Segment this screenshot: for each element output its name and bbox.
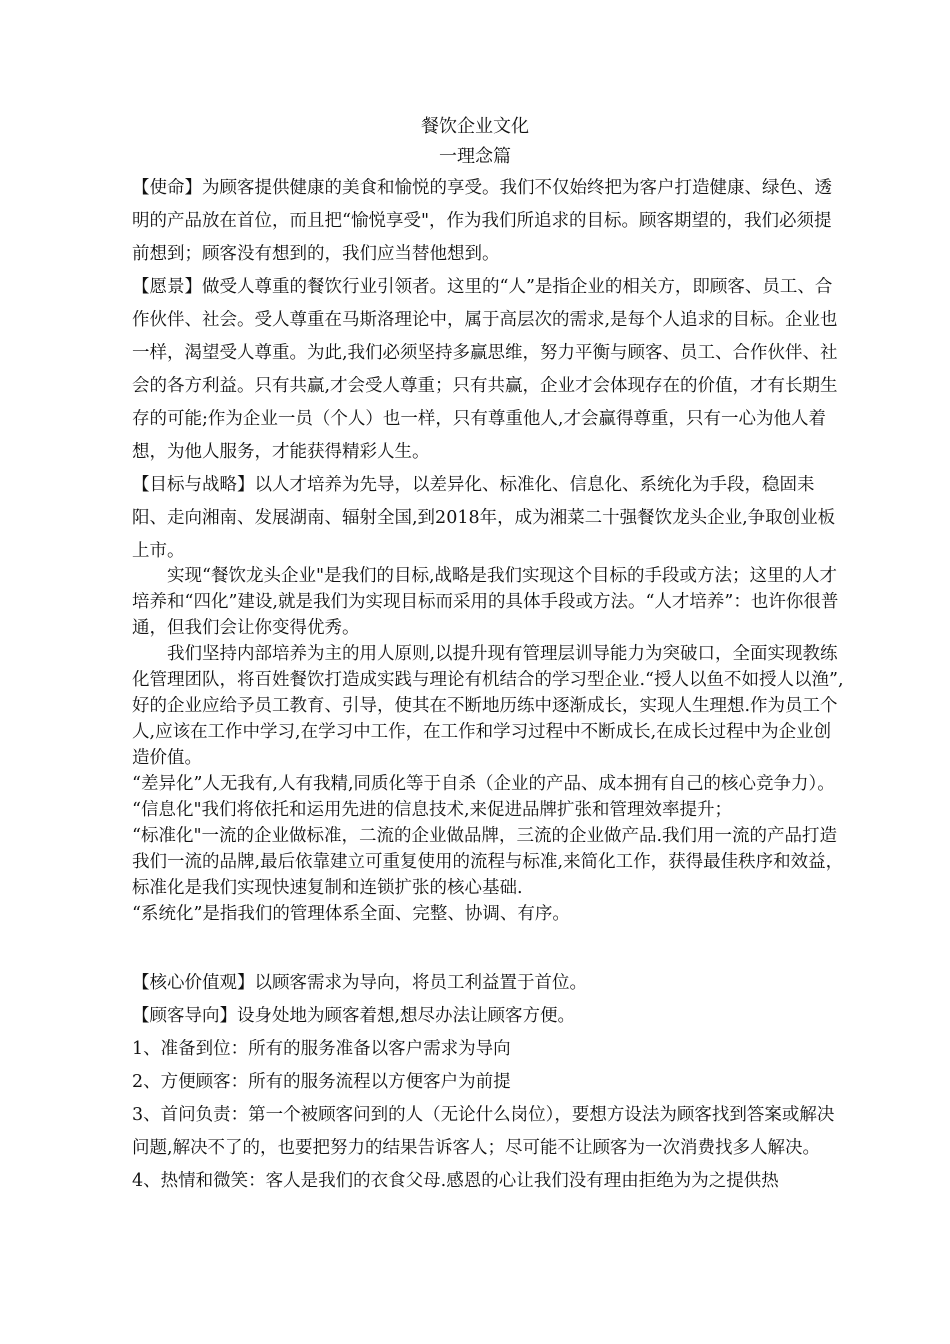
list-item: 3、首问负责：第一个被顾客问到的人（无论什么岗位），要想方设法为顾客找到答案或解决问题,解决不了的，也要把努力的结果告诉客人；尽可能不让顾客为一次消费找多人解决。: [132, 1105, 835, 1158]
core-values-section: [132, 967, 848, 1198]
goal-explain-paragraph: 实现“餐饮龙头企业"是我们的目标,战略是我们实现这个目标的手段或方法；这里的人才培养和“四化”建设,就是我们为实现目标而采用的具体手段或方法。“人才培养”：也许你很普通，但我们会让你变得优秀。: [132, 566, 839, 638]
vision-section: [132, 271, 848, 469]
standardization-paragraph: “标准化"一流的企业做标准，二流的企业做品牌，三流的企业做产品.我们用一流的产品打造我们一流的品牌,最后依靠建立可重复使用的流程与标准,来简化工作，获得最佳秩序和效益，标准化是我们实现快速复制和连锁扩张的核心基础.: [132, 826, 844, 898]
list-item: 4、热情和微笑：客人是我们的衣食父母.感恩的心让我们没有理由拒绝为为之提供热: [132, 1171, 779, 1191]
mission-label: 【使命】: [132, 178, 202, 198]
vision-label: 【愿景】: [132, 277, 202, 297]
core-values-text: 以顾客需求为导向，将员工利益置于首位。: [254, 973, 587, 993]
systematization-paragraph: “系统化”是指我们的管理体系全面、完整、协调、有序。: [132, 904, 570, 924]
differentiation-paragraph: “差异化”人无我有,人有我精,同质化等于自杀（企业的产品、成本拥有自己的核心竞争力）。: [132, 774, 835, 794]
customer-orientation-label: 【顾客导向】: [132, 1006, 237, 1026]
goal-section: [132, 469, 848, 568]
goal-text: 以人才培养为先导，以差异化、标准化、信息化、系统化为手段，稳固耒阳、走向湘南、发展湖南、辐射全国,到2018年，成为湘菜二十强餐饮龙头企业,争取创业板上市。: [132, 475, 836, 561]
mission-section: [132, 172, 848, 271]
list-item: 1、准备到位：所有的服务准备以客户需求为导向: [132, 1039, 511, 1059]
explanation-section: [132, 563, 848, 927]
training-paragraph: 我们坚持内部培养为主的用人原则,以提升现有管理层训导能力为突破口，全面实现教练化管理团队，将百姓餐饮打造成实践与理论有机结合的学习型企业.“授人以鱼不如授人以渔”,好的企业应给予员工教育、引导，使其在不断地历练中逐渐成长，实现人生理想.作为员工个人,应该在工作中学习,在学习中工作，在工作和学习过程中不断成长,在成长过程中为企业创造价值。: [132, 644, 844, 768]
core-values-label: 【核心价值观】: [132, 973, 255, 993]
doc-title: 餐饮企业文化: [421, 116, 529, 137]
mission-text: 为顾客提供健康的美食和愉悦的享受。我们不仅始终把为客户打造健康、绿色、透明的产品放在首位，而且把“愉悦享受"，作为我们所追求的目标。顾客期望的，我们必须提前想到；顾客没有想到的，我们应当替他想到。: [132, 178, 832, 264]
customer-orientation-text: 设身处地为顾客着想,想尽办法让顾客方便。: [237, 1006, 576, 1026]
goal-label: 【目标与战略】: [132, 475, 255, 495]
vision-text: 做受人尊重的餐饮行业引领者。这里的“人”是指企业的相关方，即顾客、员工、合作伙伴、社会。受人尊重在马斯洛理论中，属于高层次的需求,是每个人追求的目标。企业也一样，渴望受人尊重。为此,我们必须坚持多赢思维，努力平衡与顾客、员工、合作伙伴、社会的各方利益。只有共赢,才会受人尊重；只有共赢，企业才会体现存在的价值，才有长期生存的可能;作为企业一员（个人）也一样，只有尊重他人,才会赢得尊重，只有一心为他人着想，为他人服务，才能获得精彩人生。: [132, 277, 838, 462]
list-item: 2、方便顾客：所有的服务流程以方便客户为前提: [132, 1072, 511, 1092]
informatization-paragraph: “信息化"我们将依托和运用先进的信息技术,来促进品牌扩张和管理效率提升；: [132, 800, 733, 820]
doc-subtitle: 一理念篇: [439, 146, 511, 167]
